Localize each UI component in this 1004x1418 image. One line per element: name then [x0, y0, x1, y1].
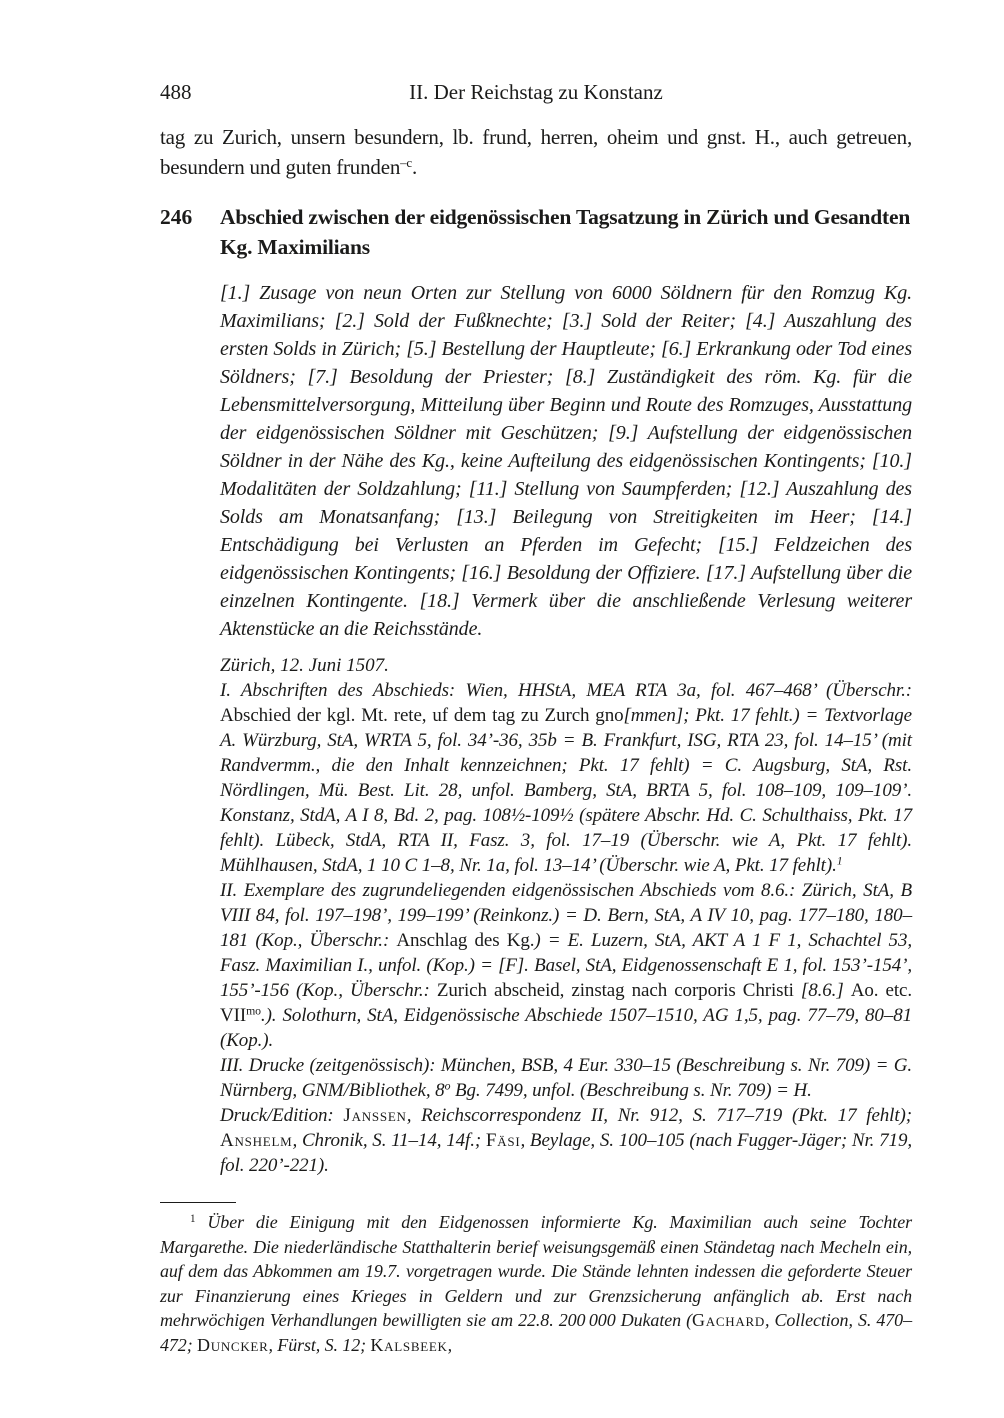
footnote-area — [160, 1202, 912, 1357]
apparatus-prints: III. Drucke (zeitgenössisch): München, BSB, 4 Eur. 330–15 (Beschreibung s. Nr. 709) = G. Nürnberg, GNM/Bibliothek, 8$^o$ Bg. 7499, unfol. (Beschreibung s. Nr. 709) = H. — [220, 1055, 912, 1101]
footnote-1: $^1$ Über die Einigung mit den Eidgenossen informierte Kg. Maximilian auch seine Tochter Margarethe. Die niederländische Statthalterin berief weisungsgemäß einen Ständetag nach Mecheln ein, auf dem das Abkommen am 19.7. vorgetragen wurde. Die Stände lehnten indessen die geforderte Steuer zur Finanzierung eines Krieges in Geldern und zur Grenzsicherung anfänglich ab. Erst nach mehrwöchigen Verhandlungen bewilligten sie am 22.8. 200 000 Dukaten (Gachard, Collection, S. 470–472; Duncker, Fürst, S. 12; Kalsbeek, — [160, 1212, 912, 1355]
apparatus-edition: Druck/Edition: Janssen, Reichscorrespondenz II, Nr. 912, S. 717–719 (Pkt. 17 fehlt); Anshelm, Chronik, S. 11–14, 14f.; Fäsi, Beylage, S. 100–105 (nach Fugger-Jäger; Nr. 719, fol. 220’-221). — [220, 1105, 912, 1176]
apparatus-originals: II. Exemplare des zugrundeliegenden eidgenössischen Abschieds vom 8.6.: Zürich, StA, B VIII 84, fol. 197–198’, 199–199’ (Reinkonz.) = D. Bern, StA, A IV 10, pag. 177–180, 180–181 (Kop., Überschr.: Anschlag des Kg.) = E. Luzern, StA, AKT A 1 F 1, Schachtel 53, Fasz. Maximilian I., unfol. (Kop.) = [F]. Basel, StA, Eidgenossenschaft E 1, fol. 153’-154’, 155’-156 (Kop., Überschr.: Zurich abscheid, zinstag nach corporis Christi [8.6.] Ao. etc. $VII^{mo}$.). Solothurn, StA, Eidgenössische Abschiede 1507–1510, AG 1,5, pag. 77–79, 80–81 (Kop.). — [220, 880, 912, 1051]
entry-summary: [1.] Zusage von neun Orten zur Stellung von 6000 Söldnern für den Romzug Kg. Maximilians; [2.] Sold der Fußknechte; [3.] Sold der Reiter; [4.] Auszahlung des ersten Solds in Zürich; [5.] Bestellung der Hauptleute; [6.] Erkrankung oder Tod eines Söldners; [7.] Besoldung der Priester; [8.] Zuständigkeit des röm. Kg. für die Lebensmittelversorgung, Mitteilung über Beginn und Route des Romzuges, Ausstattung der eidgenössischen Söldner mit Geschützen; [9.] Aufstellung der eidgenössischen Söldner in der Nähe des Kg., keine Aufteilung des eidgenössischen Kontingents; [10.] Modalitäten der Soldzahlung; [11.] Stellung von Saumpferden; [12.] Auszahlung des Solds am Monatsanfang; [13.] Beilegung von Streitigkeiten im Heer; [14.] Entschädigung bei Verlusten an Pferden im Gefecht; [15.] Feldzeichen des eidgenössischen Kontingents; [16.] Besoldung der Offiziere. [17.] Aufstellung über die einzelnen Kontingente. [18.] Vermerk über die anschließende Verlesung weiterer Aktenstücke an die Reichsstände. — [220, 282, 912, 640]
running-title: II. Der Reichstag zu Konstanz — [409, 80, 663, 104]
entry-heading — [160, 202, 912, 262]
entry-number: 246 — [160, 205, 193, 229]
intro-paragraph: tag zu Zurich, unsern besundern, lb. frund, herren, oheim und gnst. H., auch getreuen, besundern und guten frunden$^{-c}$. — [160, 125, 912, 179]
page-number: 488 — [160, 80, 192, 104]
entry-body — [220, 279, 912, 1178]
page-header — [160, 78, 912, 106]
entry-title: Abschied zwischen der eidgenössischen Tagsatzung in Zürich und Gesandten Kg. Maximilians — [220, 205, 911, 259]
footnote-separator — [160, 1202, 236, 1203]
entry-date-line: Zürich, 12. Juni 1507. — [220, 655, 389, 676]
apparatus-copies: I. Abschriften des Abschieds: Wien, HHStA, MEA RTA 3a, fol. 467–468’ (Überschr.: Abschied der kgl. Mt. rete, uf dem tag zu Zurch gno[mmen]; Pkt. 17 fehlt.) = Textvorlage A. Würzburg, StA, WRTA 5, fol. 34’-36, 35b = B. Frankfurt, ISG, RTA 23, fol. 14–15’ (mit Randvermm., die den Inhalt kennzeichnen; Pkt. 17 fehlt) = C. Augsburg, StA, Rst. Nördlingen, Mü. Best. Lit. 28, unfol. Bamberg, StA, BRTA 5, fol. 108–109, 109–109’. Konstanz, StdA, A I 8, Bd. 2, pag. 108½-109½ (spätere Abschr. Hd. C. Schulthaiss, Pkt. 17 fehlt). Lübeck, StdA, RTA II, Fasz. 3, fol. 17–19 (Überschr. wie A, Pkt. 17 fehlt). Mühlhausen, StdA, 1 10 C 1–8, Nr. 1a, fol. 13–14’ (Überschr. wie A, Pkt. 17 fehlt).$^1$ — [220, 680, 912, 876]
